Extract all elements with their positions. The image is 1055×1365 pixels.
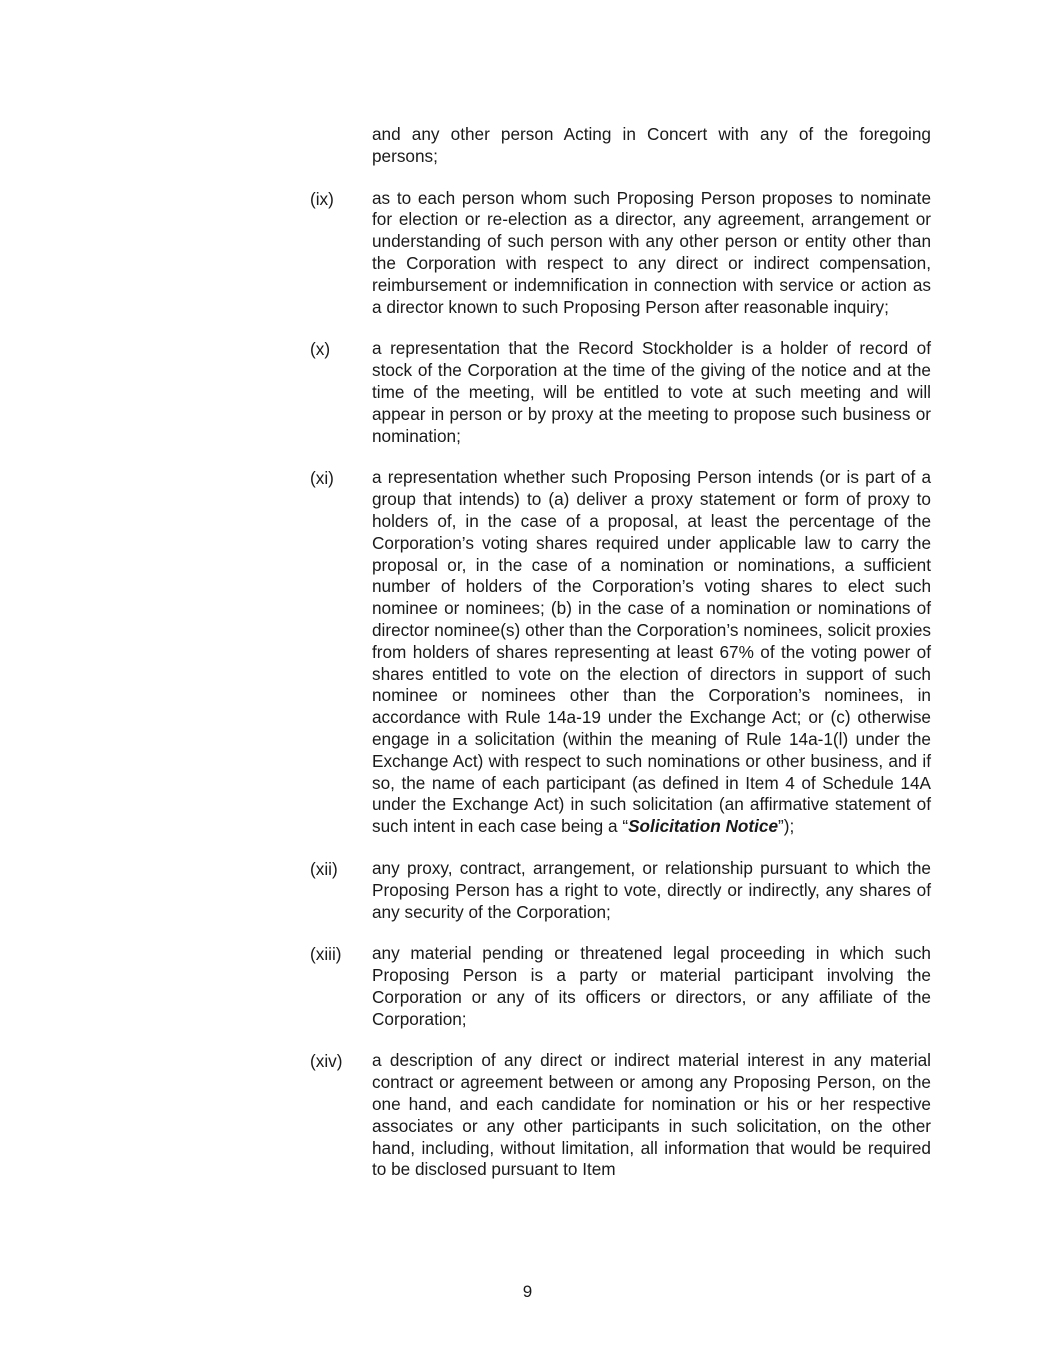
item-text: any material pending or threatened legal proceeding in which such Proposing Person is a party or material participant involving the Corporation or any of its officers or directors, or any affiliate of the Corporation; — [372, 943, 931, 1029]
item-number: (xiv) — [310, 1051, 343, 1072]
list-item-xiii — [310, 943, 931, 1030]
item-number: (xi) — [310, 468, 334, 489]
item-number: (xiii) — [310, 944, 342, 965]
item-text: any proxy, contract, arrangement, or relationship pursuant to which the Proposing Person has a right to vote, directly or indirectly, any shares of any security of the Corporation; — [372, 857, 931, 922]
defined-term: Solicitation Notice — [628, 816, 779, 837]
item-text — [372, 467, 931, 838]
item-number: (xii) — [310, 858, 338, 879]
list-item-xi — [310, 467, 931, 838]
list-item-x — [310, 338, 931, 447]
page-number: 9 — [522, 1282, 533, 1301]
item-text: a description of any direct or indirect material interest in any material contract or agreement between or among any Proposing Person, on the one hand, and each candidate for nomination or his or her respective associates or any other participants in such solicitation, on the other hand, including, without limitation, all information that would be required to be disclosed pursuant to Item — [372, 1050, 931, 1180]
item-text: a representation that the Record Stockholder is a holder of record of stock of the Corporation at the time of the giving of the notice and at the time of the meeting, will be entitled to vote at such meeting and will appear in person or by proxy at the meeting to propose such business or nomination; — [372, 338, 931, 446]
continuation-paragraph: and any other person Acting in Concert with any of the foregoing persons; — [372, 124, 931, 166]
item-text-part: a representation whether such Proposing Person intends (or is part of a group that intends) to (a) deliver a proxy statement or form of proxy to holders of, in the case of a proposal, at least the percentage of the Corporation’s voting shares required under applicable law to carry the proposal or, in the case of a nomination or nominations, a sufficient number of holders of the Corporation’s voting shares to elect such nominee or nominees; (b) in the case of a nomination or nominations of director nominee(s) other than the Corporation’s nominees, solicit proxies from holders of shares representing at least 67% of the voting power of shares entitled to vote on the election of directors in support of such nominee or nominees other than the Corporation’s nominees, in accordance with Rule 14a-19 under the Exchange Act; or (c) otherwise engage in a solicitation (within the meaning of Rule 14a-1(l) under the Exchange Act) with respect to such nominations or other business, and if so, the name of each participant (as defined in Item 4 of Schedule 14A under the Exchange Act) in such solicitation (an affirmative statement of such intent in each case being a “ — [372, 467, 931, 837]
document-body — [310, 124, 931, 1201]
list-item-xii — [310, 858, 931, 923]
list-item-ix — [310, 188, 931, 319]
item-text-part: ”); — [778, 816, 795, 837]
item-number: (x) — [310, 339, 331, 360]
item-number: (ix) — [310, 188, 334, 209]
list-item-xiv — [310, 1050, 931, 1181]
item-text: as to each person whom such Proposing Person proposes to nominate for election or re-election as a director, any agreement, arrangement or understanding of such person with any other person or entity other than the Corporation with respect to any direct or indirect compensation, reimbursement or indemnification in connection with service or action as a director known to such Proposing Person after reasonable inquiry; — [372, 187, 931, 317]
